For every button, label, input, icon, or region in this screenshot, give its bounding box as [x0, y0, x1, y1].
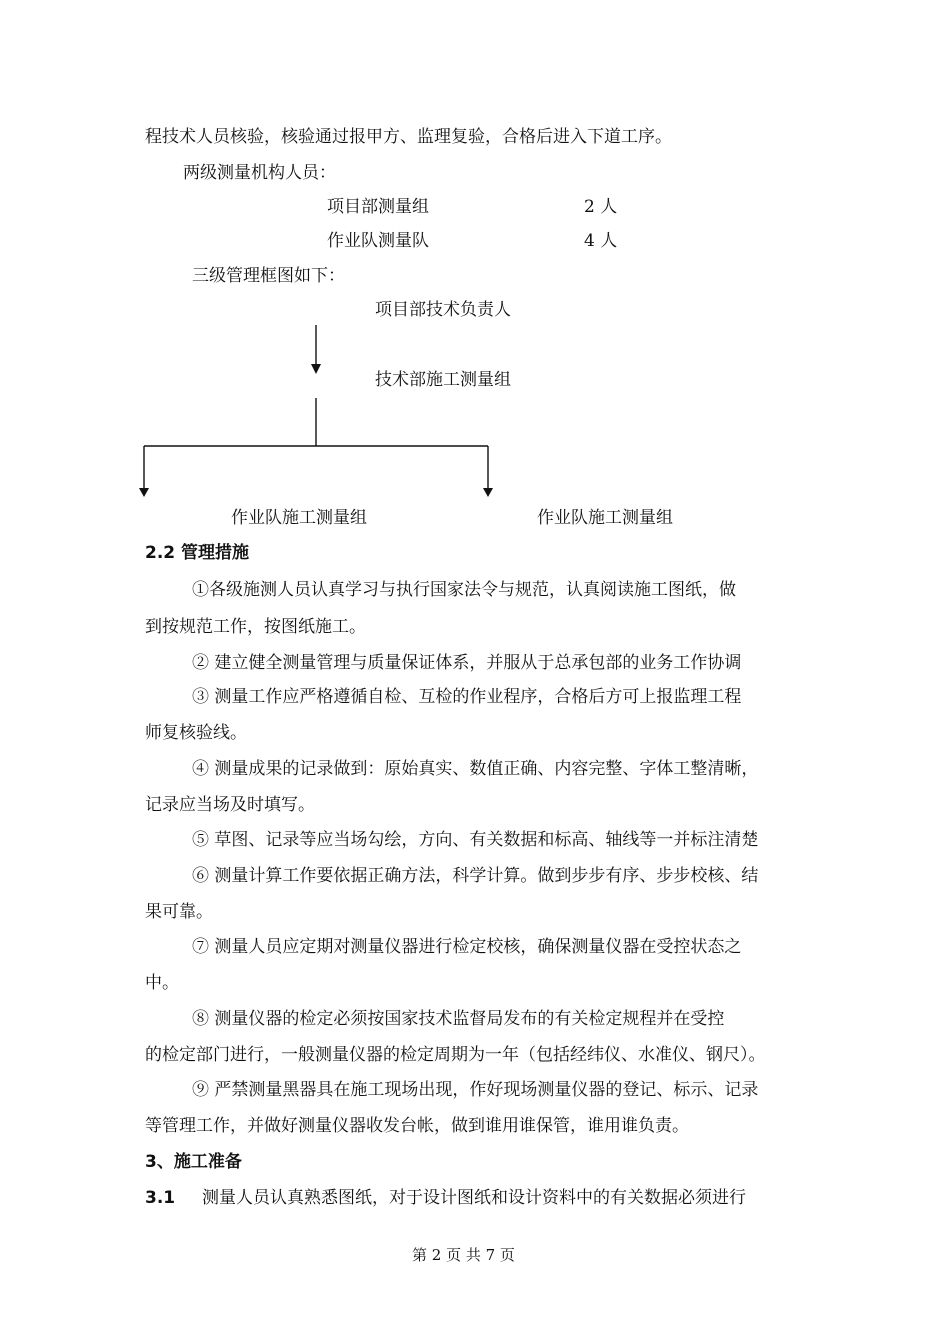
measure-7-line1: ⑦ 测量人员应定期对测量仪器进行检定校核，确保测量仪器在受控状态之	[192, 937, 742, 957]
page-footer: 第 2 页 共 7 页	[412, 1246, 515, 1264]
measure-9-line2: 等管理工作，并做好测量仪器收发台帐，做到谁用谁保管，谁用谁负责。	[145, 1116, 689, 1136]
org-level3-left: 作业队施工测量组	[231, 508, 367, 528]
arrow-down-icon	[139, 488, 149, 497]
measure-3-line1: ③ 测量工作应严格遵循自检、互检的作业程序，合格后方可上报监理工程	[192, 687, 742, 707]
measure-8-line2: 的检定部门进行，一般测量仪器的检定周期为一年（包括经纬仪、水准仪、钢尺）。	[145, 1045, 766, 1065]
measure-1-line2: 到按规范工作，按图纸施工。	[145, 617, 366, 637]
measure-7-line2: 中。	[145, 973, 179, 993]
staff-intro: 两级测量机构人员：	[183, 163, 336, 183]
staff-name-2: 作业队测量队	[327, 231, 429, 251]
measure-3-line2: 师复核验线。	[145, 723, 247, 743]
measure-4-line2: 记录应当场及时填写。	[145, 795, 315, 815]
org-level2: 技术部施工测量组	[375, 370, 511, 390]
item-3-1-number: 3.1	[145, 1188, 176, 1208]
measure-1-line1: ①各级施测人员认真学习与执行国家法令与规范，认真阅读施工图纸，做	[192, 580, 736, 600]
measure-2-line1: ② 建立健全测量管理与质量保证体系，并服从于总承包部的业务工作协调	[192, 653, 742, 673]
org-level3-right: 作业队施工测量组	[537, 508, 673, 528]
section-2-2-heading: 2.2 管理措施	[145, 543, 250, 563]
org-intro: 三级管理框图如下：	[192, 266, 345, 286]
measure-5-line1: ⑤ 草图、记录等应当场勾绘，方向、有关数据和标高、轴线等一并标注清楚	[192, 830, 759, 850]
measure-4-line1: ④ 测量成果的记录做到：原始真实、数值正确、内容完整、字体工整清晰，	[192, 759, 759, 779]
arrow-down-icon	[311, 364, 321, 374]
staff-name-1: 项目部测量组	[327, 197, 429, 217]
measure-6-line1: ⑥ 测量计算工作要依据正确方法，科学计算。做到步步有序、步步校核、结	[192, 866, 759, 886]
measure-6-line2: 果可靠。	[145, 902, 213, 922]
org-chart-connectors	[0, 0, 950, 520]
measure-9-line1: ⑨ 严禁测量黑器具在施工现场出现，作好现场测量仪器的登记、标示、记录	[192, 1080, 759, 1100]
org-level1: 项目部技术负责人	[375, 300, 511, 320]
item-3-1-text: 测量人员认真熟悉图纸，对于设计图纸和设计资料中的有关数据必须进行	[202, 1188, 746, 1208]
staff-count-1: 2 人	[584, 197, 618, 217]
continuation-line: 程技术人员核验，核验通过报甲方、监理复验，合格后进入下道工序。	[145, 127, 672, 147]
measure-8-line1: ⑧ 测量仪器的检定必须按国家技术监督局发布的有关检定规程并在受控	[192, 1009, 725, 1029]
staff-count-2: 4 人	[584, 231, 618, 251]
section-3-heading: 3、施工准备	[145, 1152, 242, 1172]
arrow-down-icon	[483, 488, 493, 497]
